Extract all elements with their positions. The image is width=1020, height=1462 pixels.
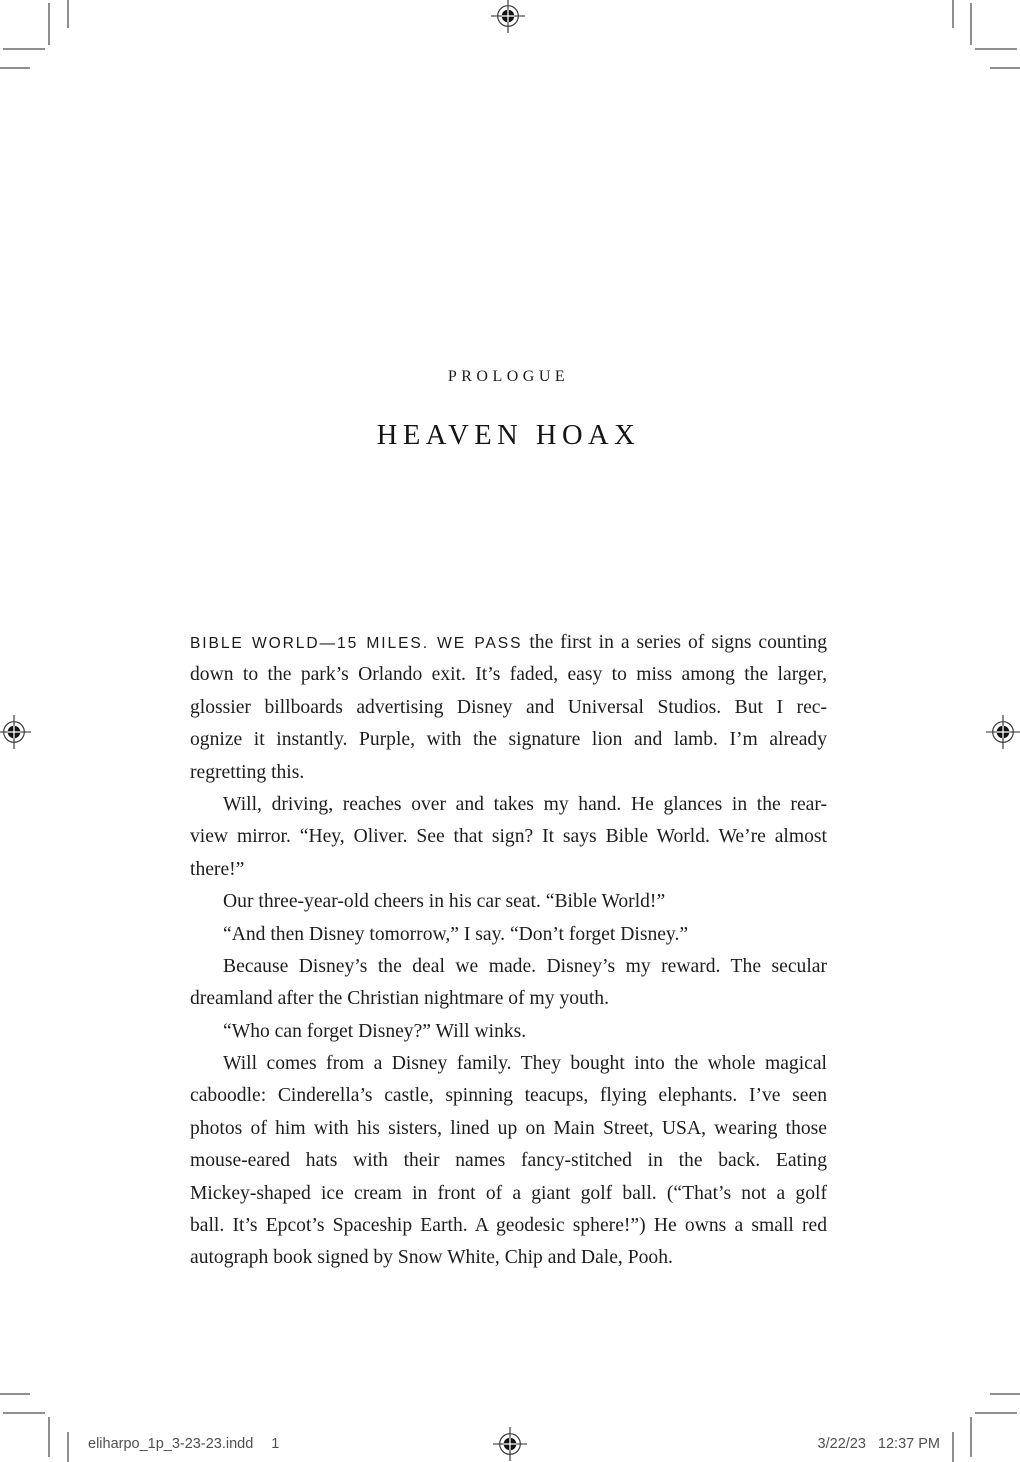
crop-mark bbox=[0, 67, 30, 69]
body-line: Because Disney’s the deal we made. Disney’s my reward. The secular bbox=[223, 955, 827, 977]
body-line: glossier billboards advertising Disney and Universal Studios. But I rec- bbox=[190, 696, 827, 718]
body-line: autograph book signed by Snow White, Chip and Dale, Pooh. bbox=[190, 1247, 673, 1269]
body-line: Mickey-shaped ice cream in front of a giant golf ball. (“That’s not a golf bbox=[190, 1182, 827, 1204]
body-line: view mirror. “Hey, Oliver. See that sign? It says Bible World. We’re almost bbox=[190, 826, 827, 848]
body-line: Will comes from a Disney family. They bought into the whole magical bbox=[223, 1053, 827, 1075]
lead-in-caps: BIBLE WORLD—15 MILES. WE PASS bbox=[190, 635, 523, 652]
crop-mark bbox=[48, 1417, 50, 1457]
body-line: there!” bbox=[190, 858, 245, 880]
body-line: Will, driving, reaches over and takes my hand. He glances in the rear- bbox=[223, 793, 827, 815]
body-line: regretting this. bbox=[190, 761, 305, 783]
body-line: dreamland after the Christian nightmare of my youth. bbox=[190, 988, 609, 1010]
body-line: mouse-eared hats with their names fancy-stitched in the back. Eating bbox=[190, 1150, 827, 1172]
slug-filename: eliharpo_1p_3-23-23.indd bbox=[88, 1436, 254, 1452]
crop-mark bbox=[0, 1393, 30, 1395]
body-line: photos of him with his sisters, lined up on Main Street, USA, wearing those bbox=[190, 1117, 827, 1139]
slug-page-number: 1 bbox=[271, 1436, 280, 1452]
chapter-title: HEAVEN HOAX bbox=[376, 420, 641, 451]
slug-right bbox=[818, 1436, 940, 1452]
registration-mark-right-icon bbox=[985, 714, 1020, 750]
registration-mark-top-icon bbox=[490, 0, 526, 34]
slug-date: 3/22/23 bbox=[817, 1436, 866, 1452]
crop-mark bbox=[3, 48, 45, 50]
body-line: ball. It’s Epcot’s Spaceship Earth. A geodesic sphere!”) He owns a small red bbox=[190, 1215, 827, 1237]
body-line: down to the park’s Orlando exit. It’s faded, easy to miss among the larger, bbox=[190, 664, 827, 686]
crop-mark bbox=[975, 1412, 1017, 1414]
crop-mark bbox=[3, 1412, 45, 1414]
body-line: “Who can forget Disney?” Will winks. bbox=[223, 1020, 527, 1042]
body-line: BIBLE WORLD—15 MILES. WE PASS the first in a series of signs counting bbox=[190, 632, 827, 653]
crop-mark bbox=[952, 0, 954, 28]
crop-mark bbox=[48, 3, 50, 45]
crop-mark bbox=[975, 48, 1017, 50]
body-line: Our three-year-old cheers in his car seat. “Bible World!” bbox=[223, 891, 666, 913]
body-text bbox=[190, 627, 827, 1275]
slug-time: 12:37 PM bbox=[877, 1436, 940, 1452]
crop-mark bbox=[970, 3, 972, 45]
crop-mark bbox=[67, 0, 69, 28]
body-line: “And then Disney tomorrow,” I say. “Don’t forget Disney.” bbox=[223, 923, 689, 945]
crop-mark bbox=[990, 1393, 1020, 1395]
crop-mark bbox=[970, 1417, 972, 1457]
body-line: caboodle: Cinderella’s castle, spinning teacups, flying elephants. I’ve seen bbox=[190, 1085, 827, 1107]
registration-mark-left-icon bbox=[0, 714, 32, 750]
crop-mark bbox=[990, 67, 1020, 69]
slug-left bbox=[88, 1436, 279, 1452]
registration-mark-bottom-icon bbox=[492, 1426, 528, 1462]
body-line: ognize it instantly. Purple, with the signature lion and lamb. I’m already bbox=[190, 729, 827, 751]
chapter-kicker: PROLOGUE bbox=[447, 368, 570, 385]
crop-mark bbox=[67, 1432, 69, 1462]
crop-mark bbox=[952, 1432, 954, 1462]
